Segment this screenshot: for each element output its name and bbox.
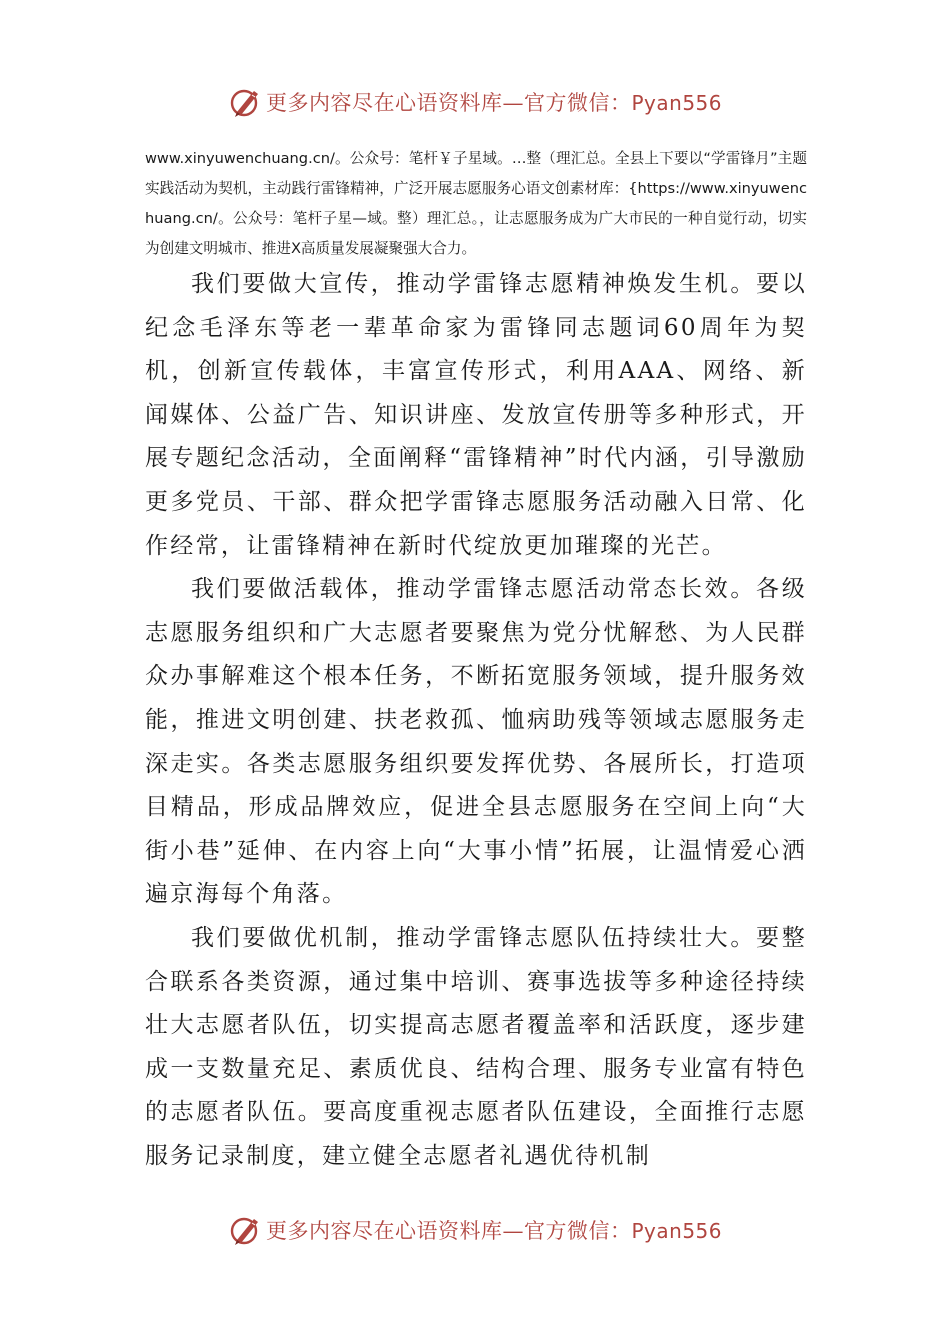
paragraph-publicity: 我们要做大宣传，推动学雷锋志愿精神焕发生机。要以纪念毛泽东等老一辈革命家为雷锋同志题词60周年为契机，创新宣传载体，丰富宣传形式，利用AAA、网络、新闻媒体、公益广告、知识讲座、发放宣传册等多种形式，开展专题纪念活动，全面阐释“雷锋精神”时代内涵，引导激励更多党员、干部、群众把学雷锋志愿服务活动融入日常、化作经常，让雷锋精神在新时代绽放更加璀璨的光芒。 (145, 271, 807, 559)
footer-banner (0, 1210, 950, 1250)
header-banner-wechat-id: Pyan556 (631, 91, 722, 115)
footer-banner-wechat-id: Pyan556 (631, 1219, 722, 1243)
header-banner (0, 82, 950, 122)
footer-banner-cn: 更多内容尽在心语资料库—官方微信： (265, 1219, 632, 1243)
footer-banner-text (266, 1215, 722, 1245)
pen-logo-icon (228, 85, 262, 119)
header-banner-text (266, 87, 722, 117)
pen-logo-icon (228, 1213, 262, 1247)
paragraph-mechanism: 我们要做优机制，推动学雷锋志愿队伍持续壮大。要整合联系各类资源，通过集中培训、赛事选拔等多种途径持续壮大志愿者队伍，切实提高志愿者覆盖率和活跃度，逐步建成一支数量充足、素质优良、结构合理、服务专业富有特色的志愿者队伍。要高度重视志愿者队伍建设，全面推行志愿服务记录制度，建立健全志愿者礼遇优待机制 (145, 924, 807, 1169)
paragraph-carrier: 我们要做活载体，推动学雷锋志愿活动常态长效。各级志愿服务组织和广大志愿者要聚焦为党分忧解愁、为人民群众办事解难这个根本任务，不断拓宽服务领域，提升服务效能，推进文明创建、扶老救孤、恤病助残等领域志愿服务走深走实。各类志愿服务组织要发挥优势、各展所长，打造项目精品，形成品牌效应，促进全县志愿服务在空间上向“大街小巷”延伸、在内容上向“大事小情”拓展，让温情爱心洒遍京海每个角落。 (145, 576, 807, 908)
intro-block: www.xinyuwenchuang.cn/。公众号：笔杆￥子星域。…整（理汇总。全县上下要以“学雷锋月”主题实践活动为契机，主动践行雷锋精神，广泛开展志愿服务心语文创素材库：{https://www.xinyuwenchuang.cn/。公众号：笔杆子星—域。整）理汇总。，让志愿服务成为广大市民的一种自觉行动，切实为创建文明城市、推进X高质量发展凝聚强大合力。 (145, 150, 807, 257)
header-banner-cn: 更多内容尽在心语资料库—官方微信： (265, 91, 632, 115)
body-text (145, 263, 807, 1178)
